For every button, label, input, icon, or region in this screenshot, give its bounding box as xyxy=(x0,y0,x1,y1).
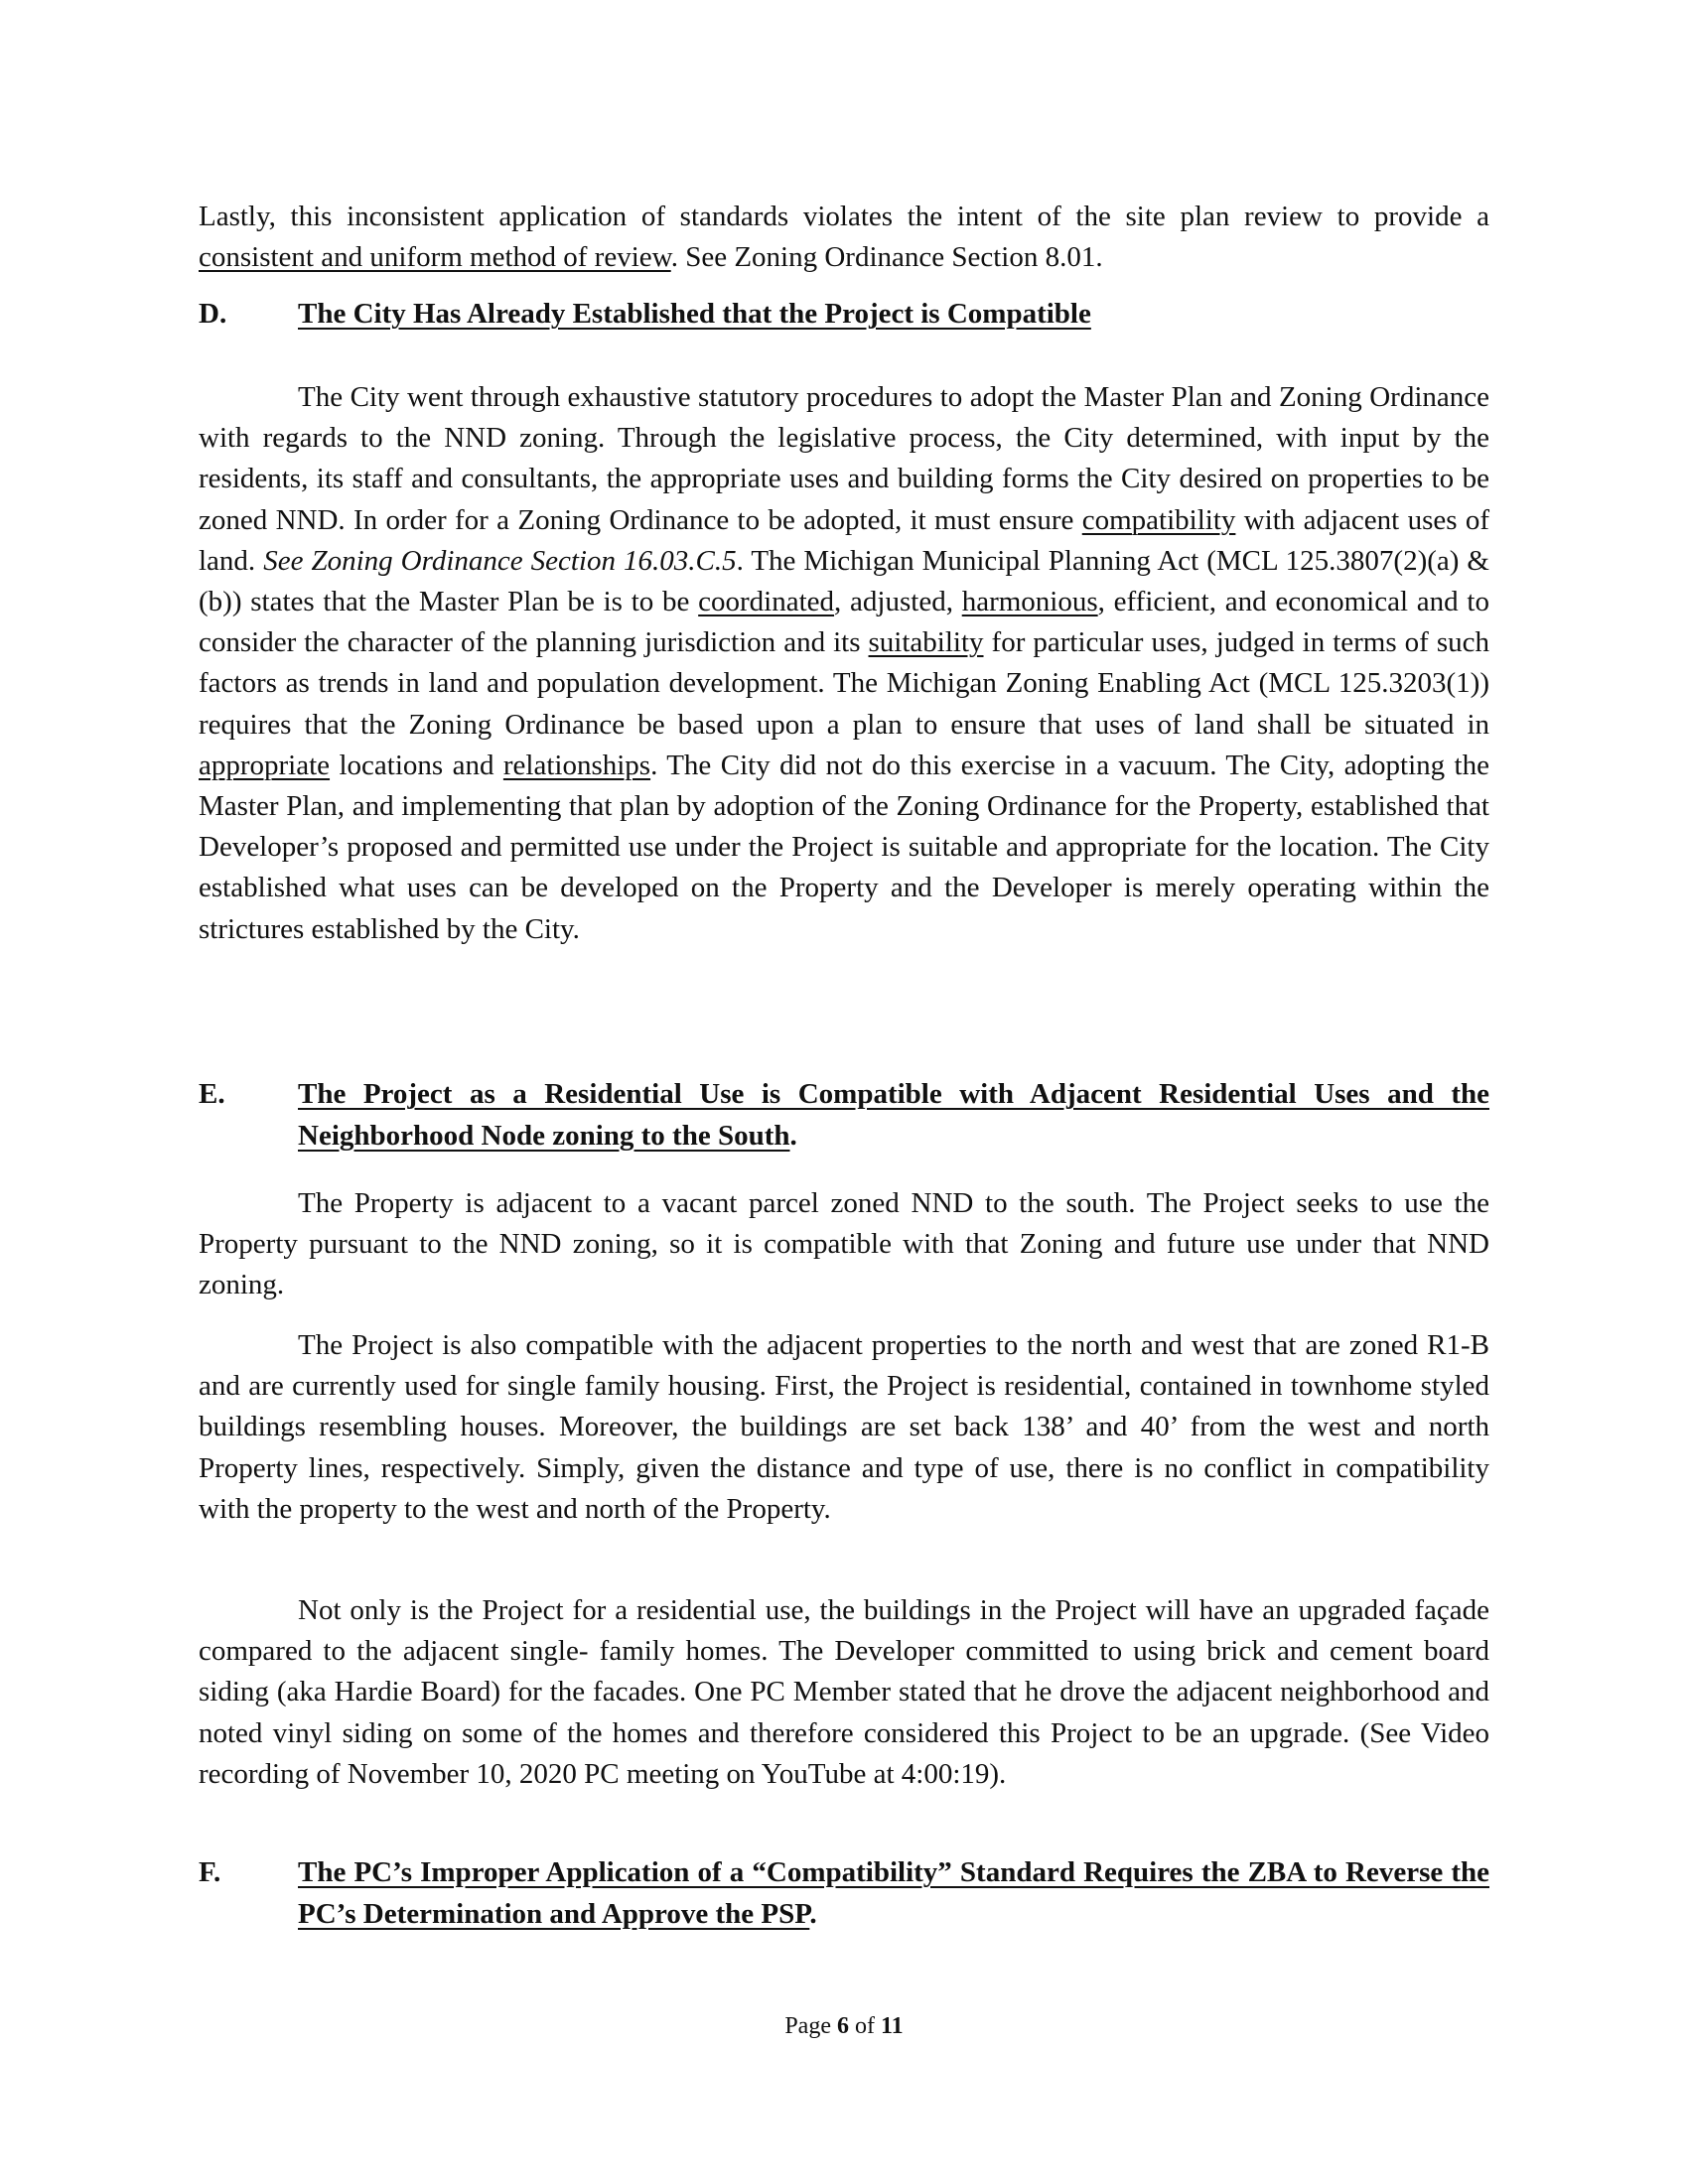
intro-paragraph xyxy=(199,197,1489,278)
section-f-title-end: . xyxy=(809,1897,817,1930)
section-d-letter: D. xyxy=(199,298,227,330)
section-e-p2-text: The Project is also compatible with the adjacent properties to the north and west that are zoned R1-B and are currently used for single family housing. First, the Project is residential, contained in townhome styled buildings resembling houses. Moreover, the buildings are set back 138’ and 40’ from the west and north Property lines, respectively. Simply, given the distance and type of use, there is no conflict in compatibility with the property to the west and north of the Property. xyxy=(199,1329,1489,1525)
section-d-heading xyxy=(199,294,1489,336)
section-f-letter: F. xyxy=(199,1856,221,1888)
section-e-paragraph-3 xyxy=(199,1590,1489,1795)
section-d-text-h: . The City did not do this exercise in a vacuum. The City, adopting the Master Plan, and implementing that plan by adoption of the Zoning Ordinance for the Property, established that Developer’s proposed and permitted use under the Project is suitable and appropriate for the location. The City established what uses can be developed on the Property and the Developer is merely operating within the strictures established by the City. xyxy=(199,749,1489,945)
underlined-coordinated: coordinated xyxy=(698,586,835,618)
section-d-text-e: , efficient, and economical and to consider the character of the planning jurisdiction and its xyxy=(199,586,1489,659)
underlined-compatibility: compatibility xyxy=(1081,503,1236,536)
section-d-paragraph xyxy=(199,377,1489,950)
underlined-relationships: relationships xyxy=(502,749,651,781)
section-e-paragraph-1 xyxy=(199,1183,1489,1306)
footer-total-pages: 11 xyxy=(880,2013,904,2039)
underlined-harmonious: harmonious xyxy=(961,586,1098,618)
section-d-text-c: . The Michigan Municipal Planning Act (MCL 125.3807(2)(a) &(b)) states that the Master Plan be is to be xyxy=(199,544,1489,618)
intro-underlined-text: consistent and uniform method of review xyxy=(199,241,671,274)
section-d-text-f: for particular uses, judged in terms of such factors as trends in land and population development. The Michigan Zoning Enabling Act (MCL 125.3203(1)) requires that the Zoning Ordinance be based upon a plan to ensure that uses of land shall be situated in xyxy=(199,626,1489,741)
section-d-text-d: , adjusted, xyxy=(834,586,962,618)
italic-citation: See Zoning Ordinance Section 16.03.C.5 xyxy=(263,544,737,577)
section-e-title-end: . xyxy=(789,1119,797,1152)
section-f-title: The PC’s Improper Application of a “Compatibility” Standard Requires the ZBA to Reverse the PC’s Determination and Approve the PSP xyxy=(298,1856,1489,1930)
section-d-text-b: with adjacent uses of land. xyxy=(199,503,1489,577)
section-e-heading xyxy=(199,1074,1489,1157)
intro-text-pre: Lastly, this inconsistent application of standards violates the intent of the site plan review to provide a xyxy=(199,201,1489,232)
section-e-letter: E. xyxy=(199,1078,225,1110)
section-d-text-g: locations and xyxy=(330,749,503,781)
section-e-p3-text: Not only is the Project for a residential use, the buildings in the Project will have an upgraded façade compared to the adjacent single- family homes. The Developer committed to using brick and cement board siding (aka Hardie Board) for the facades. One PC Member stated that he drove the adjacent neighborhood and noted vinyl siding on some of the homes and therefore considered this Project to be an upgrade. (See Video recording of November 10, 2020 PC meeting on YouTube at 4:00:19). xyxy=(199,1594,1489,1790)
section-f-heading xyxy=(199,1852,1489,1935)
section-e-title: The Project as a Residential Use is Compatible with Adjacent Residential Uses and the Neighborhood Node zoning to the South xyxy=(298,1078,1489,1152)
footer-page-word: Page xyxy=(784,2013,831,2039)
underlined-suitability: suitability xyxy=(868,626,984,659)
section-e-paragraph-2 xyxy=(199,1325,1489,1530)
intro-text-post: . See Zoning Ordinance Section 8.01. xyxy=(670,241,1103,274)
section-e-p1-text: The Property is adjacent to a vacant parcel zoned NND to the south. The Project seeks to use the Property pursuant to the NND zoning, so it is compatible with that Zoning and future use under that NND zoning. xyxy=(199,1187,1489,1301)
page-footer xyxy=(0,2013,1688,2040)
section-d-title: The City Has Already Established that the Project is Compatible xyxy=(298,298,1091,330)
underlined-appropriate: appropriate xyxy=(199,749,331,781)
footer-of-word: of xyxy=(854,2013,875,2039)
section-d-text-a: The City went through exhaustive statutory procedures to adopt the Master Plan and Zoning Ordinance with regards to the NND zoning. Through the legislative process, the City determined, with input by the residents, its staff and consultants, the appropriate uses and building forms the City desired on properties to be zoned NND. In order for a Zoning Ordinance to be adopted, it must ensure xyxy=(199,381,1489,536)
footer-page-number: 6 xyxy=(836,2013,849,2039)
